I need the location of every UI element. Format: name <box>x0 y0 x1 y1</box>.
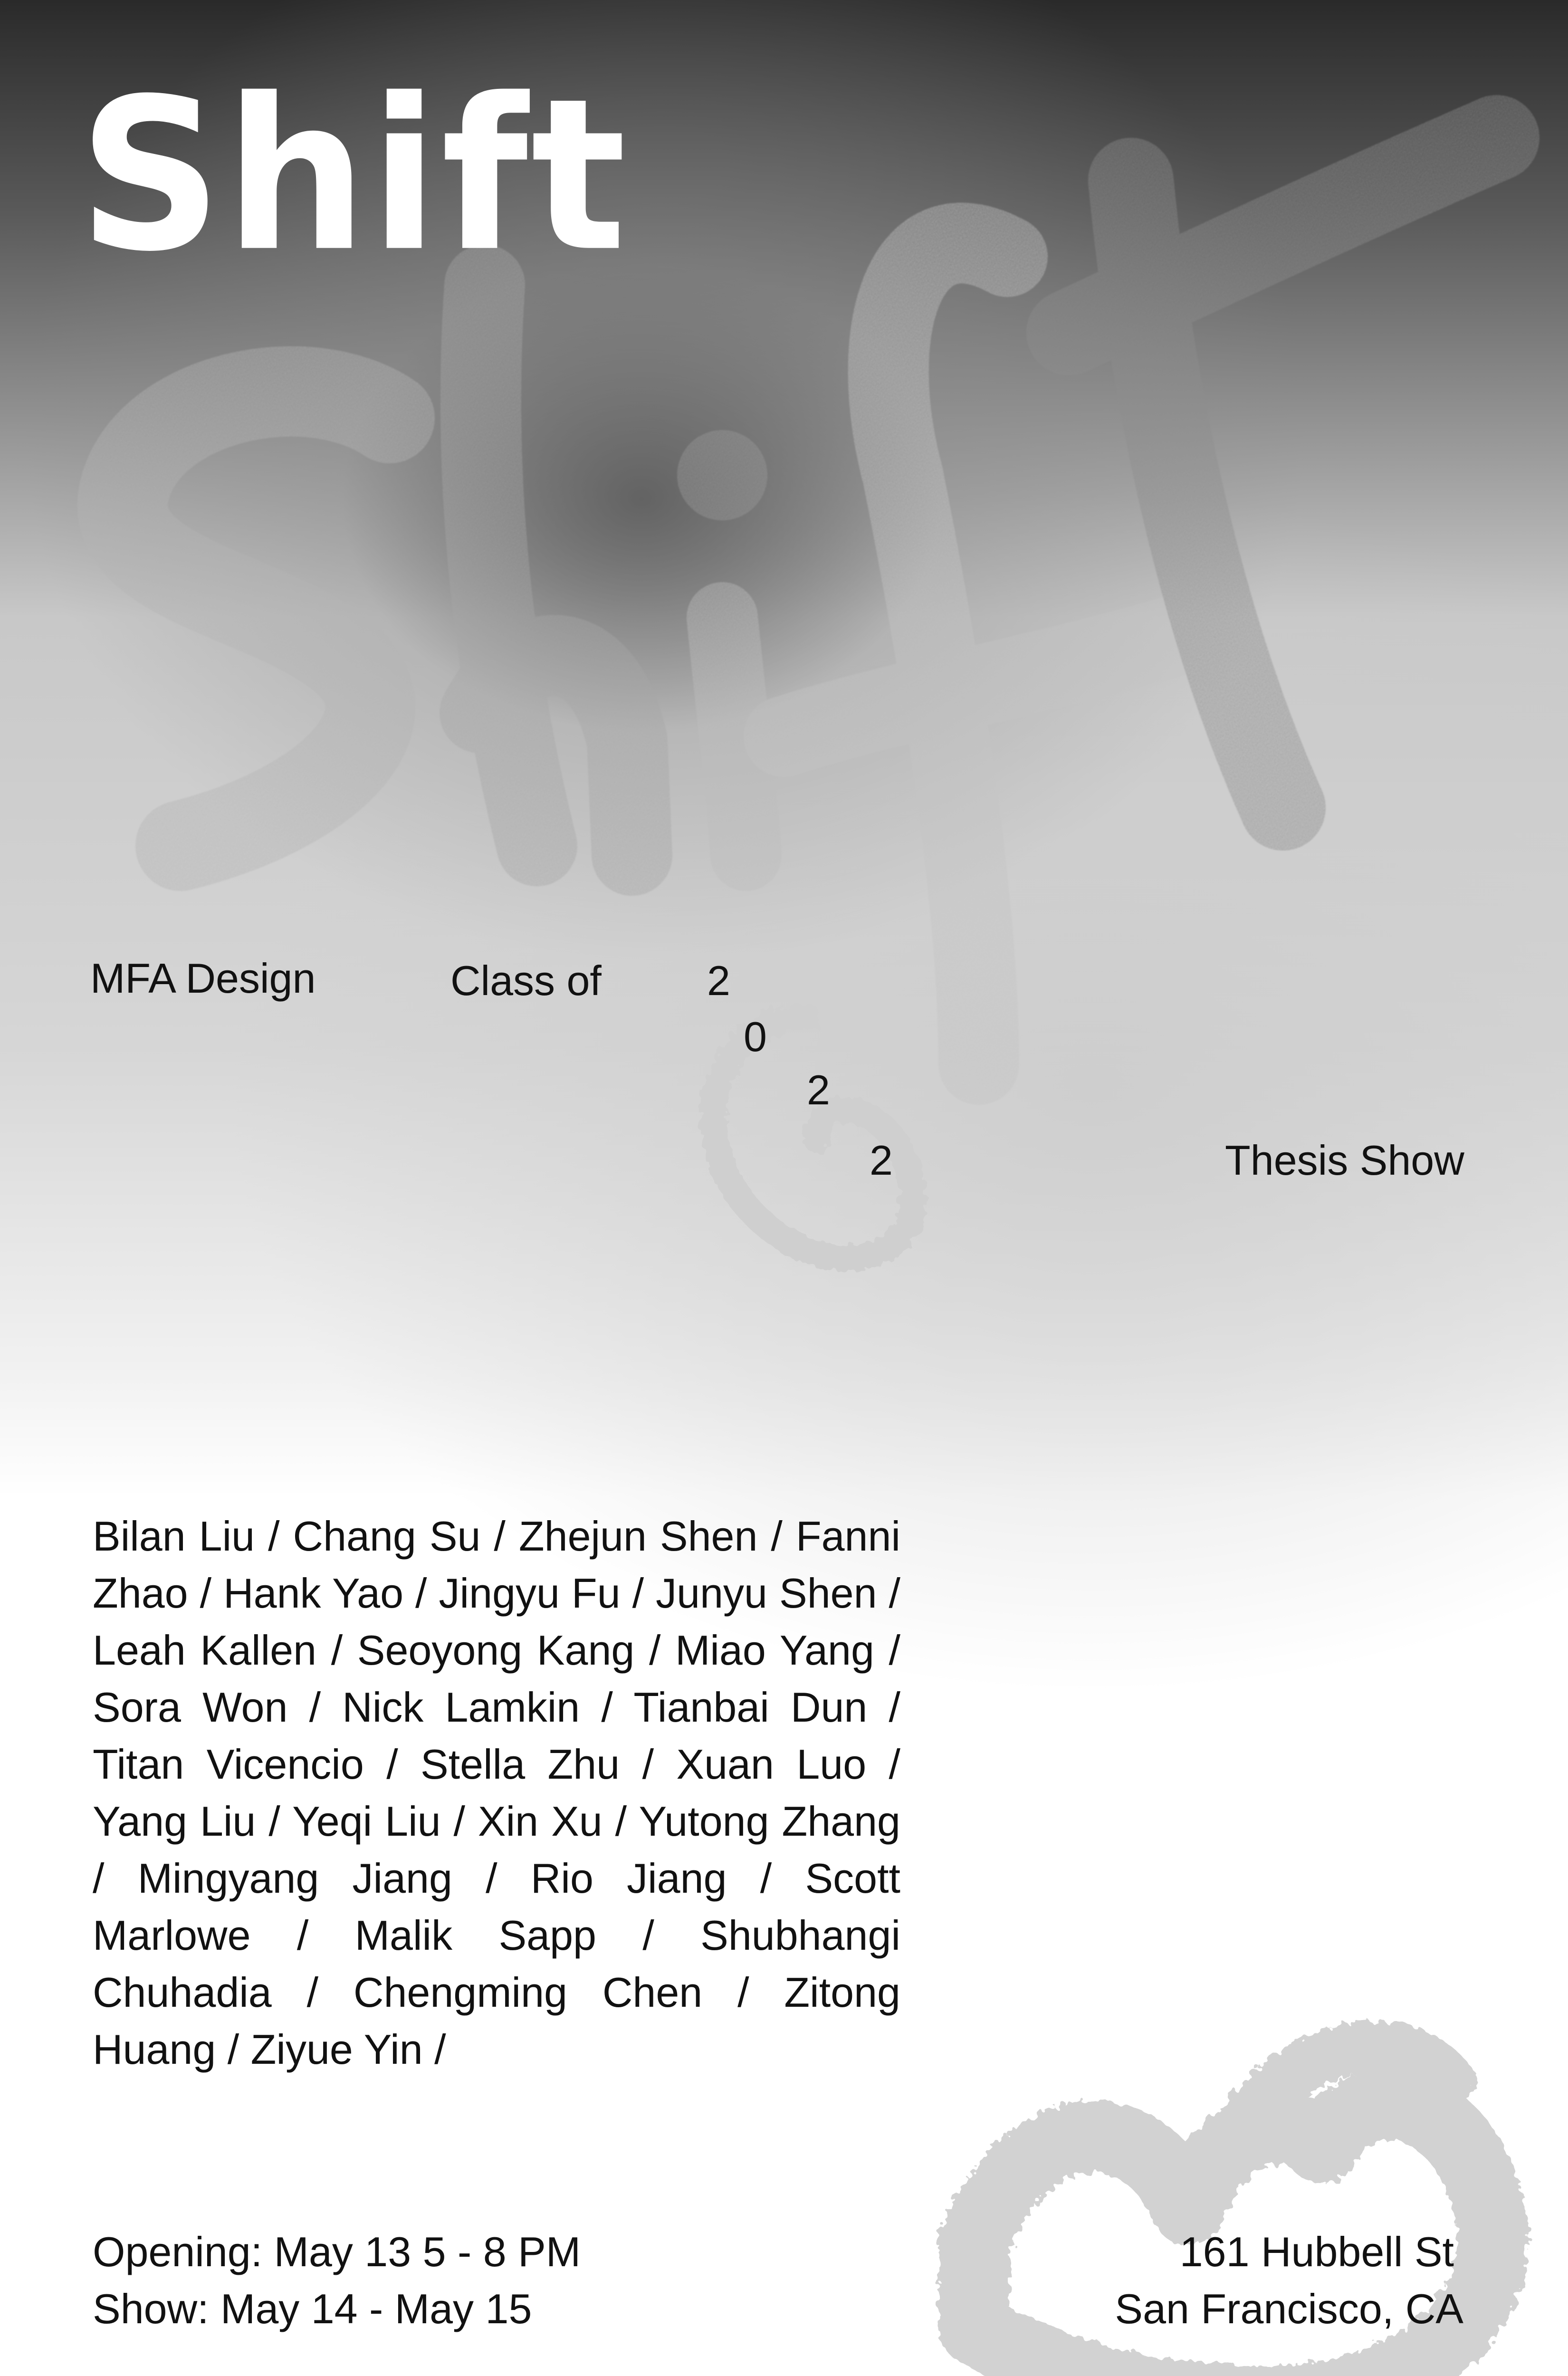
spray-stroke-h <box>480 285 632 855</box>
participants-list: Bilan Liu / Chang Su / Zhejun Shen / Fanni Zhao / Hank Yao / Jingyu Fu / Junyu Shen / Leah Kallen / Seoyong Kang / Miao Yang / Sora Won / Nick Lamkin / Tianbai Dun / Titan Vicencio / Stella Zhu / Xuan Luo / Yang Liu / Yeqi Liu / Xin Xu / Yutong Zhang / Mingyang Jiang / Rio Jiang / Scott Marlowe / Malik Sapp / Shubhangi Chuhadia / Chengming Chen / Zitong Huang / Ziyue Yin / <box>93 1513 900 2073</box>
opening-info: Opening: May 13 5 - 8 PM <box>93 2228 581 2275</box>
address-city: San Francisco, CA <box>1115 2285 1463 2332</box>
year-digit-1: 2 <box>707 957 730 1004</box>
spray-dot-i <box>677 430 767 520</box>
address-street: 161 Hubbell St <box>1179 2228 1454 2275</box>
event-type-label: Thesis Show <box>1225 1137 1464 1184</box>
year-digit-4: 2 <box>870 1137 893 1184</box>
spray-stroke-t <box>1069 138 1497 808</box>
year-digit-2: 0 <box>744 1013 767 1060</box>
year-digit-3: 2 <box>807 1066 830 1113</box>
spray-stroke-i <box>722 618 746 855</box>
program-label: MFA Design <box>90 955 316 1002</box>
class-label: Class of <box>450 957 602 1004</box>
show-dates: Show: May 14 - May 15 <box>93 2285 532 2332</box>
spray-stroke-s <box>123 392 390 846</box>
poster-title: Shift <box>78 54 629 298</box>
